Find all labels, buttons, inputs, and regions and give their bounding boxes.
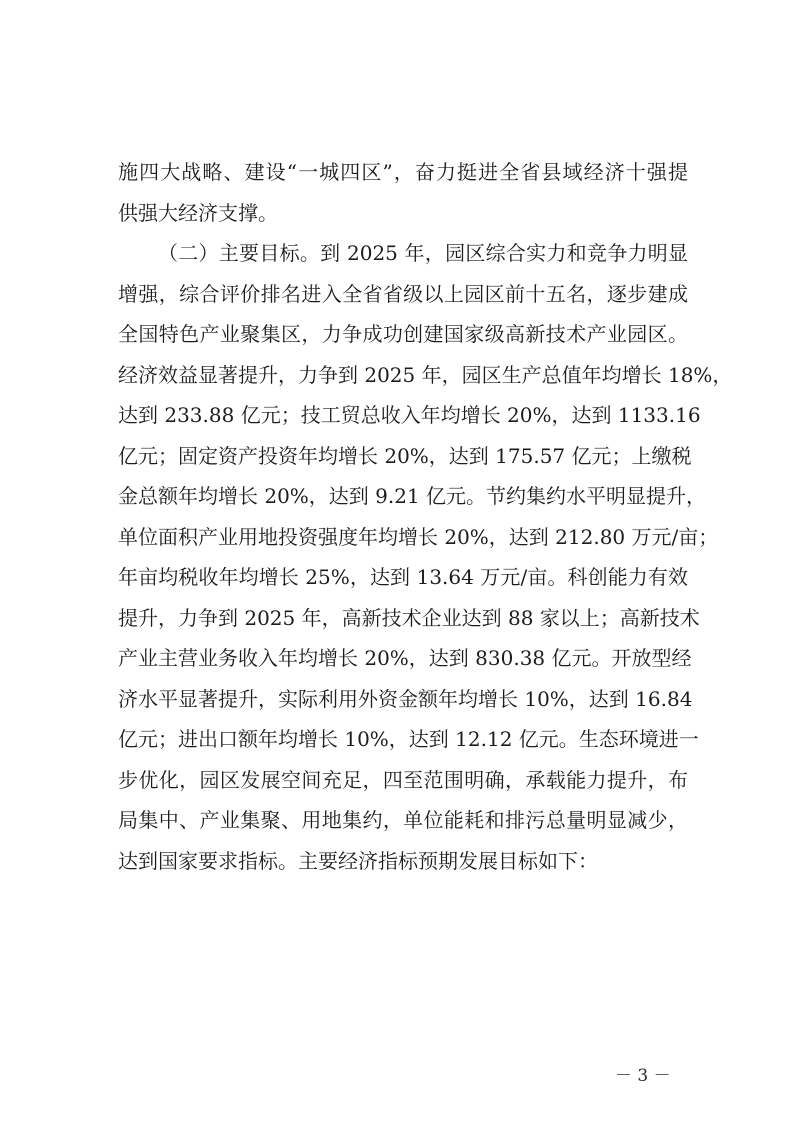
text-line: 亿元；固定资产投资年均增长 20%，达到 175.57 亿元；上缴税: [118, 443, 692, 468]
text-line: 经济效益显著提升，力争到 2025 年，园区生产总值年均增长 18%，: [118, 362, 733, 387]
page-number: － 3 －: [615, 1066, 671, 1086]
text-line: 供强大经济支撑。: [118, 200, 278, 225]
text-line: 施四大战略、建设“一城四区”，奋力挺进全省县域经济十强提: [118, 160, 688, 184]
text-line: 金总额年均增长 20%，达到 9.21 亿元。节约集约水平明显提升，: [118, 484, 707, 508]
text-line: 步优化，园区发展空间充足，四至范围明确，承载能力提升，布: [118, 767, 688, 792]
text-line: 单位面积产业用地投资强度年均增长 20%，达到 212.80 万元/亩；: [118, 524, 719, 549]
body-text: [118, 152, 733, 881]
text-line: 增强，综合评价排名进入全省省级以上园区前十五名，逐步建成: [118, 281, 688, 306]
text-line: 局集中、产业集聚、用地集约，单位能耗和排污总量明显减少，: [118, 808, 688, 832]
text-line: 产业主营业务收入年均增长 20%，达到 830.38 亿元。开放型经: [118, 646, 692, 670]
text-line: 年亩均税收年均增长 25%，达到 13.64 万元/亩。科创能力有效: [118, 565, 688, 589]
text-line: 亿元；进出口额年均增长 10%，达到 12.12 亿元。生态环境进一: [118, 727, 699, 751]
text-line: 达到国家要求指标。主要经济指标预期发展目标如下：: [118, 848, 598, 873]
text-line: 全国特色产业聚集区，力争成功创建国家级高新技术产业园区。: [118, 322, 688, 346]
text-line: 达到 233.88 亿元；技工贸总收入年均增长 20%，达到 1133.16: [118, 403, 701, 427]
text-line: （二）主要目标。到 2025 年，园区综合实力和竞争力明显: [158, 241, 688, 265]
text-line: 提升，力争到 2025 年，高新技术企业达到 88 家以上；高新技术: [118, 605, 700, 630]
text-line: 济水平显著提升，实际利用外资金额年均增长 10%，达到 16.84: [118, 686, 693, 711]
